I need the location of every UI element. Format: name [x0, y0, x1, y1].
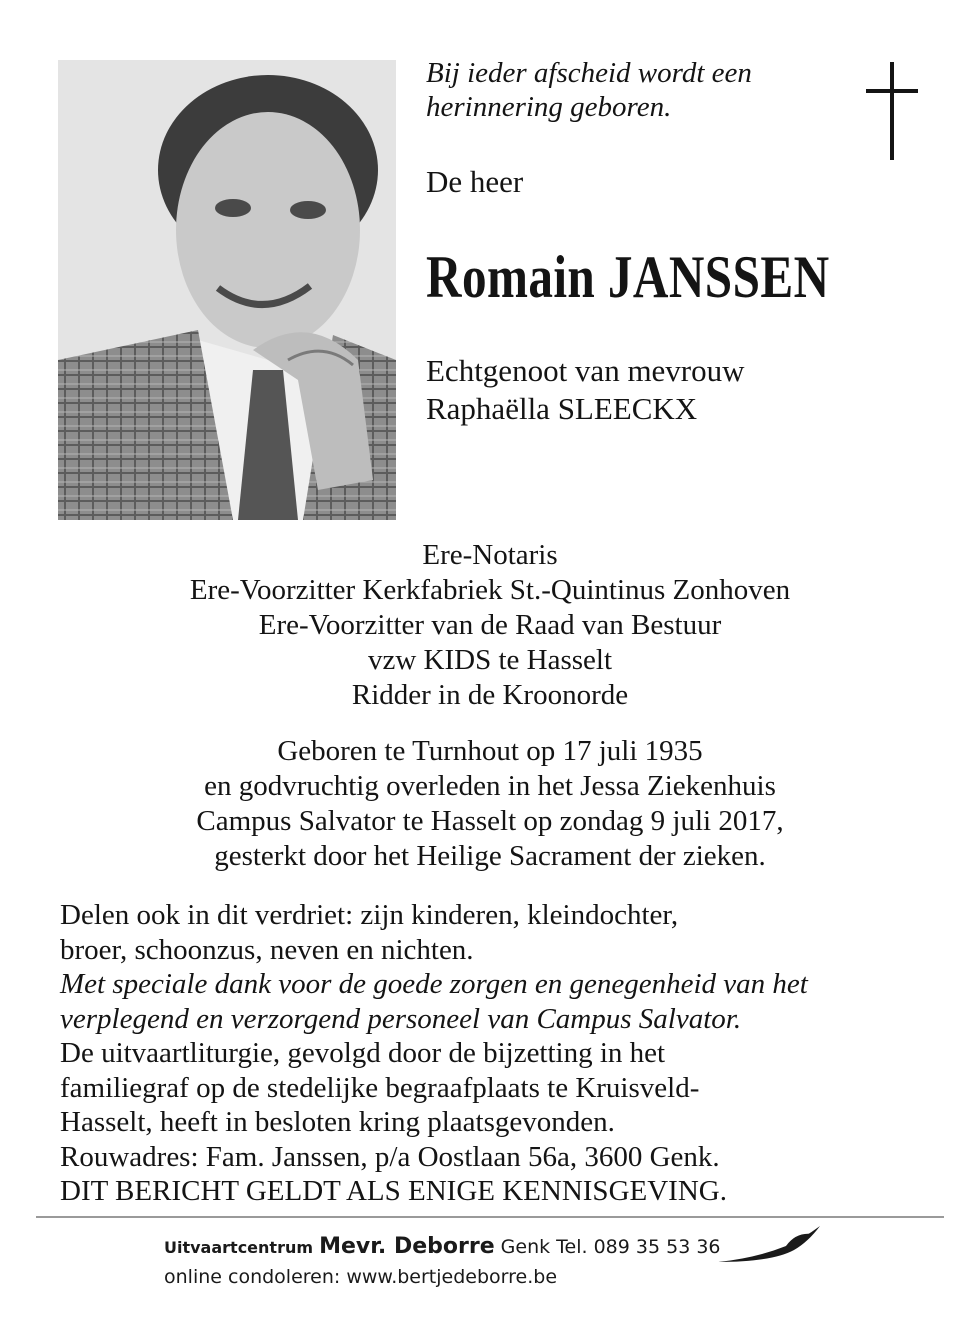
bird-logo-icon: [716, 1224, 828, 1266]
dates-line: Geboren te Turnhout op 17 juli 1935: [277, 735, 703, 767]
title-line: vzw KIDS te Hasselt: [367, 644, 613, 676]
company-prefix: Uitvaartcentrum: [164, 1238, 314, 1257]
share-line: broer, schoonzus, neven en nichten.: [60, 933, 474, 966]
honorific: De heer: [426, 164, 524, 199]
cross-icon: [862, 62, 922, 160]
quote-line: herinnering geboren.: [426, 91, 672, 123]
dates-line: Campus Salvator te Hasselt op zondag 9 juli 2017,: [196, 805, 784, 837]
company-name: Mevr. Deborre: [319, 1234, 495, 1259]
thanks-line: Met speciale dank voor de goede zorgen en genegenheid van het: [60, 968, 808, 1000]
quote-line: Bij ieder afscheid wordt een: [426, 57, 752, 89]
spouse-info: [426, 352, 745, 428]
spouse-line: Raphaëlla SLEECKX: [426, 391, 698, 426]
funeral-line: Hasselt, heeft in besloten kring plaatsgevonden.: [60, 1106, 615, 1138]
location-phone: Genk Tel. 089 35 53 36: [500, 1236, 721, 1258]
memorial-quote: [426, 56, 846, 124]
funeral-line: Rouwadres: Fam. Janssen, p/a Oostlaan 56a, 3600 Genk.: [60, 1140, 720, 1173]
life-dates: [0, 734, 980, 874]
deceased-name: Romain JANSSEN: [426, 244, 830, 310]
funeral-line: DIT BERICHT GELDT ALS ENIGE KENNISGEVING.: [60, 1175, 727, 1207]
funeral-home-contact: [164, 1232, 721, 1263]
honorary-titles: [0, 538, 980, 713]
title-line: Ridder in de Kroonorde: [351, 679, 629, 711]
portrait-photo: [58, 60, 396, 520]
title-line: Ere-Voorzitter Kerkfabriek St.-Quintinus Zonhoven: [189, 574, 791, 606]
share-line: Delen ook in dit verdriet: zijn kinderen, kleindochter,: [60, 899, 679, 931]
dates-line: gesterkt door het Heilige Sacrament der zieken.: [214, 840, 766, 872]
dates-line: en godvruchtig overleden in het Jessa Ziekenhuis: [204, 770, 776, 802]
condolence-link: online condoleren: www.bertjedeborre.be: [164, 1266, 558, 1288]
title-line: Ere-Notaris: [422, 539, 558, 571]
funeral-line: familiegraf op de stedelijke begraafplaats te Kruisveld-: [60, 1071, 700, 1104]
thanks-line: verplegend en verzorgend personeel van Campus Salvator.: [60, 1002, 742, 1035]
funeral-line: De uitvaartliturgie, gevolgd door de bijzetting in het: [60, 1037, 666, 1069]
announcement-body: [60, 898, 940, 1209]
footer-divider: [36, 1216, 944, 1218]
funeral-home-footer: [164, 1232, 721, 1291]
spouse-line: Echtgenoot van mevrouw: [426, 353, 745, 388]
title-line: Ere-Voorzitter van de Raad van Bestuur: [258, 609, 722, 641]
